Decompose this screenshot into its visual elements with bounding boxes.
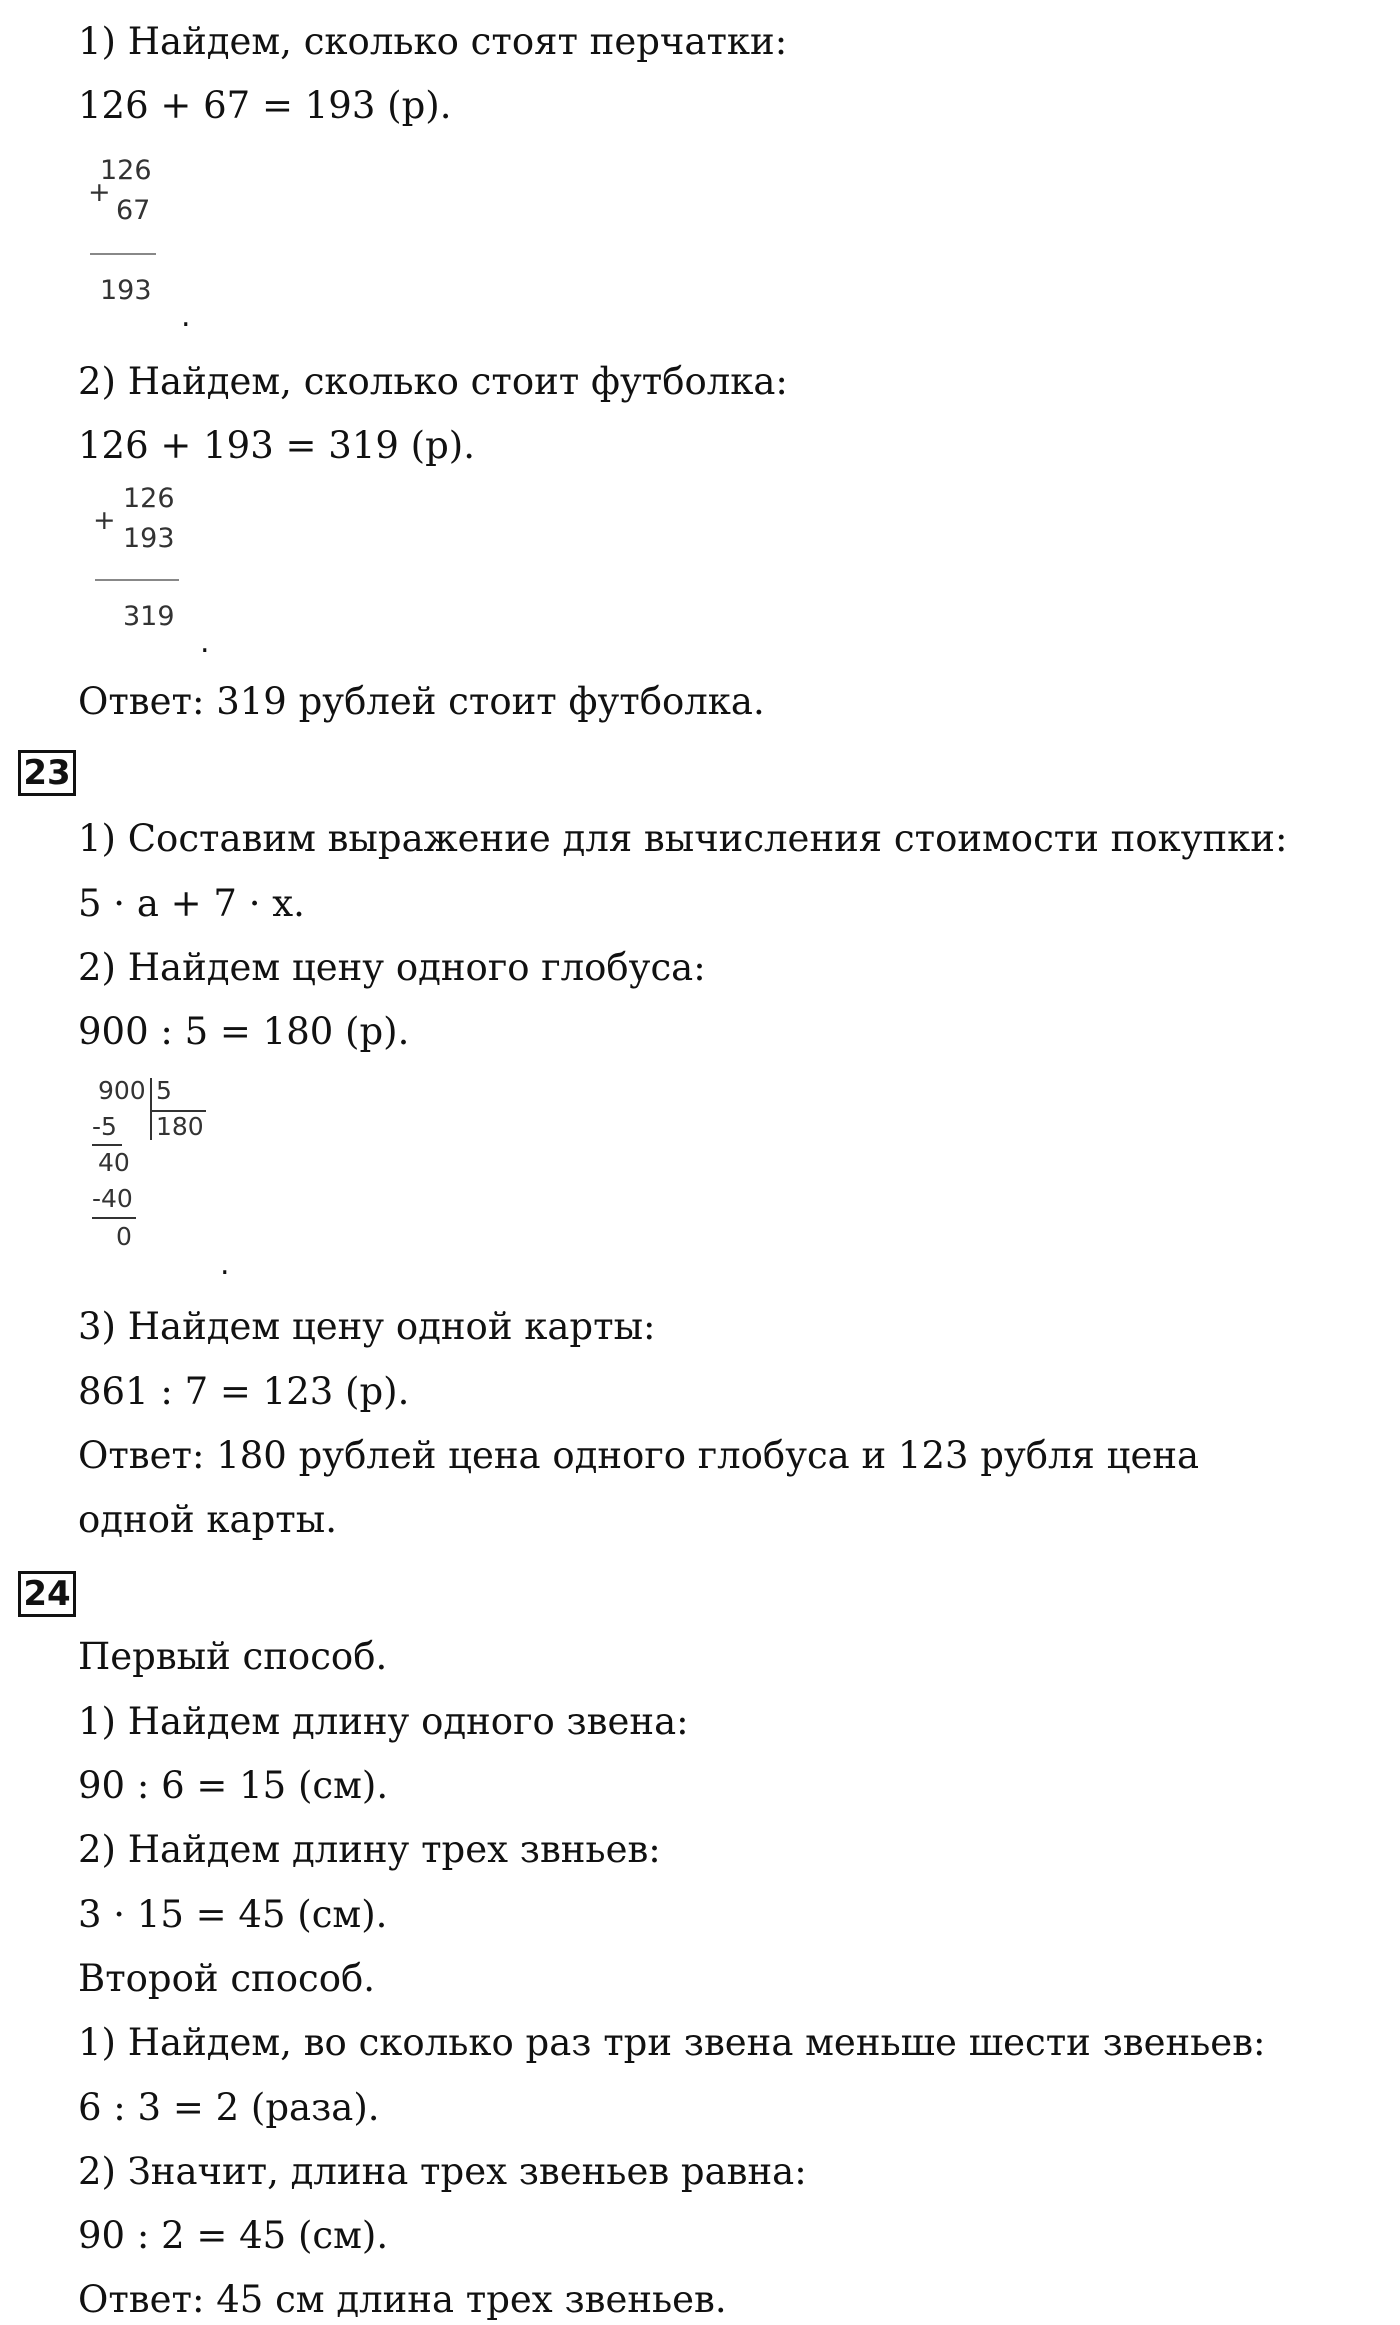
- equation-gloves: 126 + 67 = 193 (р).: [78, 84, 452, 127]
- step-3-map: 3) Найдем цену одной карты:: [78, 1305, 656, 1348]
- equation-globe: 900 : 5 = 180 (р).: [78, 1010, 410, 1053]
- subtract-line-2: [92, 1217, 136, 1219]
- answer-23-line-1: Ответ: 180 рублей цена одного глобуса и 123 рубля цена: [78, 1434, 1200, 1477]
- sum-result: 193: [100, 275, 152, 306]
- division-bar: [150, 1078, 152, 1140]
- subtract-line-1: [92, 1144, 122, 1146]
- addend-1: 126: [100, 155, 152, 186]
- sum-line: [95, 579, 179, 581]
- step-2-tshirt: 2) Найдем, сколько стоит футболка:: [78, 360, 788, 403]
- method-1-heading: Первый способ.: [78, 1635, 388, 1678]
- dividend: 900: [98, 1076, 146, 1105]
- remainder-1: 40: [98, 1148, 130, 1177]
- method-1-step-1: 1) Найдем длину одного звена:: [78, 1700, 689, 1743]
- divisor: 5: [156, 1076, 172, 1105]
- sum-result: 319: [123, 601, 175, 632]
- method-2-step-1: 1) Найдем, во сколько раз три звена меньше шести звеньев:: [78, 2021, 1266, 2064]
- long-division-globe: [88, 1076, 228, 1256]
- step-1-gloves: 1) Найдем, сколько стоят перчатки:: [78, 20, 788, 63]
- method-1-equation-2: 3 · 15 = 45 (см).: [78, 1893, 388, 1936]
- remainder-2: 0: [116, 1222, 132, 1251]
- task-number-24: 24: [18, 1571, 76, 1617]
- answer-22: Ответ: 319 рублей стоит футболка.: [78, 680, 765, 723]
- addend-1: 126: [123, 483, 175, 514]
- period: .: [200, 625, 210, 660]
- equation-map: 861 : 7 = 123 (р).: [78, 1370, 410, 1413]
- answer-24: Ответ: 45 см длина трех звеньев.: [78, 2278, 727, 2321]
- method-2-step-2: 2) Значит, длина трех звеньев равна:: [78, 2150, 807, 2193]
- expression: 5 · a + 7 · x.: [78, 882, 305, 925]
- addend-2: 67: [116, 195, 151, 226]
- period: .: [181, 299, 191, 334]
- task-number-23: 23: [18, 750, 76, 796]
- addend-2: 193: [123, 523, 175, 554]
- subtrahend-1: -5: [92, 1112, 117, 1141]
- method-1-step-2: 2) Найдем длину трех звньев:: [78, 1828, 661, 1871]
- subtrahend-2: -40: [92, 1184, 133, 1213]
- plus-sign: +: [93, 505, 116, 536]
- quotient: 180: [156, 1112, 204, 1141]
- method-2-heading: Второй способ.: [78, 1957, 376, 2000]
- method-1-equation-1: 90 : 6 = 15 (см).: [78, 1764, 389, 1807]
- step-1-expression: 1) Составим выражение для вычисления стоимости покупки:: [78, 817, 1288, 860]
- method-2-equation-1: 6 : 3 = 2 (раза).: [78, 2086, 380, 2129]
- period: .: [220, 1247, 230, 1282]
- answer-23-line-2: одной карты.: [78, 1498, 337, 1541]
- plus-sign: +: [88, 177, 111, 208]
- sum-line: [90, 253, 156, 255]
- equation-tshirt: 126 + 193 = 319 (р).: [78, 424, 475, 467]
- method-2-equation-2: 90 : 2 = 45 (см).: [78, 2214, 389, 2257]
- column-addition-tshirt: [93, 483, 233, 653]
- step-2-globe: 2) Найдем цену одного глобуса:: [78, 946, 706, 989]
